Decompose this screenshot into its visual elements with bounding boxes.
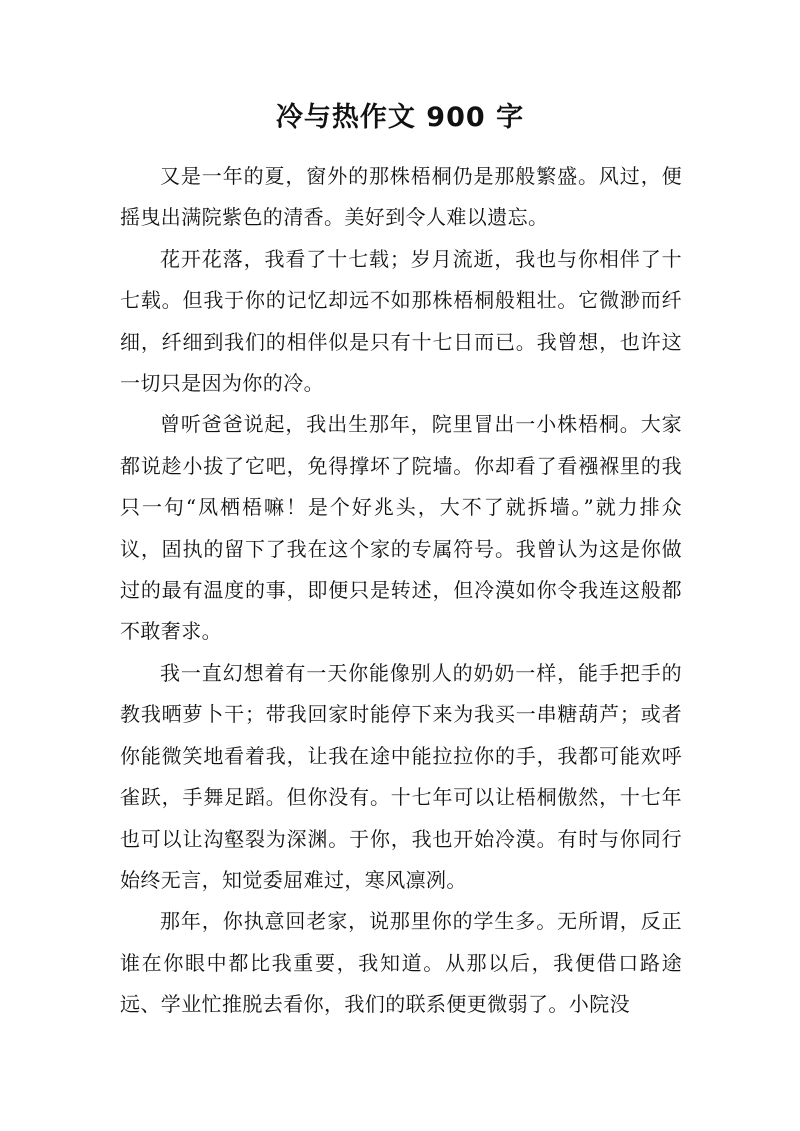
paragraph-5: 那年，你执意回老家，说那里你的学生多。无所谓，反正谁在你眼中都比我重要，我知道。从那以后，我便借口路途远、学业忙推脱去看你，我们的联系便更微弱了。小院没 <box>120 909 682 1017</box>
article-body <box>120 156 682 1026</box>
paragraph-1: 又是一年的夏，窗外的那株梧桐仍是那般繁盛。风过，便摇曳出满院紫色的清香。美好到令人难以遗忘。 <box>120 164 682 230</box>
paragraph-2: 花开花落，我看了十七载；岁月流逝，我也与你相伴了十七载。但我于你的记忆却远不如那株梧桐般粗壮。它微渺而纤细，纤细到我们的相伴似是只有十七日而已。我曾想，也许这一切只是因为你的冷。 <box>120 246 682 396</box>
page-title: 冷与热作文 900 字 <box>275 102 525 133</box>
paragraph-4: 我一直幻想着有一天你能像别人的奶奶一样，能手把手的教我晒萝卜干；带我回家时能停下来为我买一串糖葫芦；或者你能微笑地看着我，让我在途中能拉拉你的手，我都可能欢呼雀跃，手舞足蹈。但你没有。十七年可以让梧桐傲然，十七年也可以让沟壑裂为深渊。于你，我也开始冷漠。有时与你同行始终无言，知觉委屈难过，寒风凛冽。 <box>120 660 682 892</box>
paragraph-3: 曾听爸爸说起，我出生那年，院里冒出一小株梧桐。大家都说趁小拔了它吧，免得撑坏了院墙。你却看了看襁褓里的我只一句“凤栖梧嘛！是个好兆头，大不了就拆墙。”就力排众议，固执的留下了我在这个家的专属符号。我曾认为这是你做过的最有温度的事，即便只是转述，但冷漠如你令我连这般都不敢奢求。 <box>120 412 682 644</box>
